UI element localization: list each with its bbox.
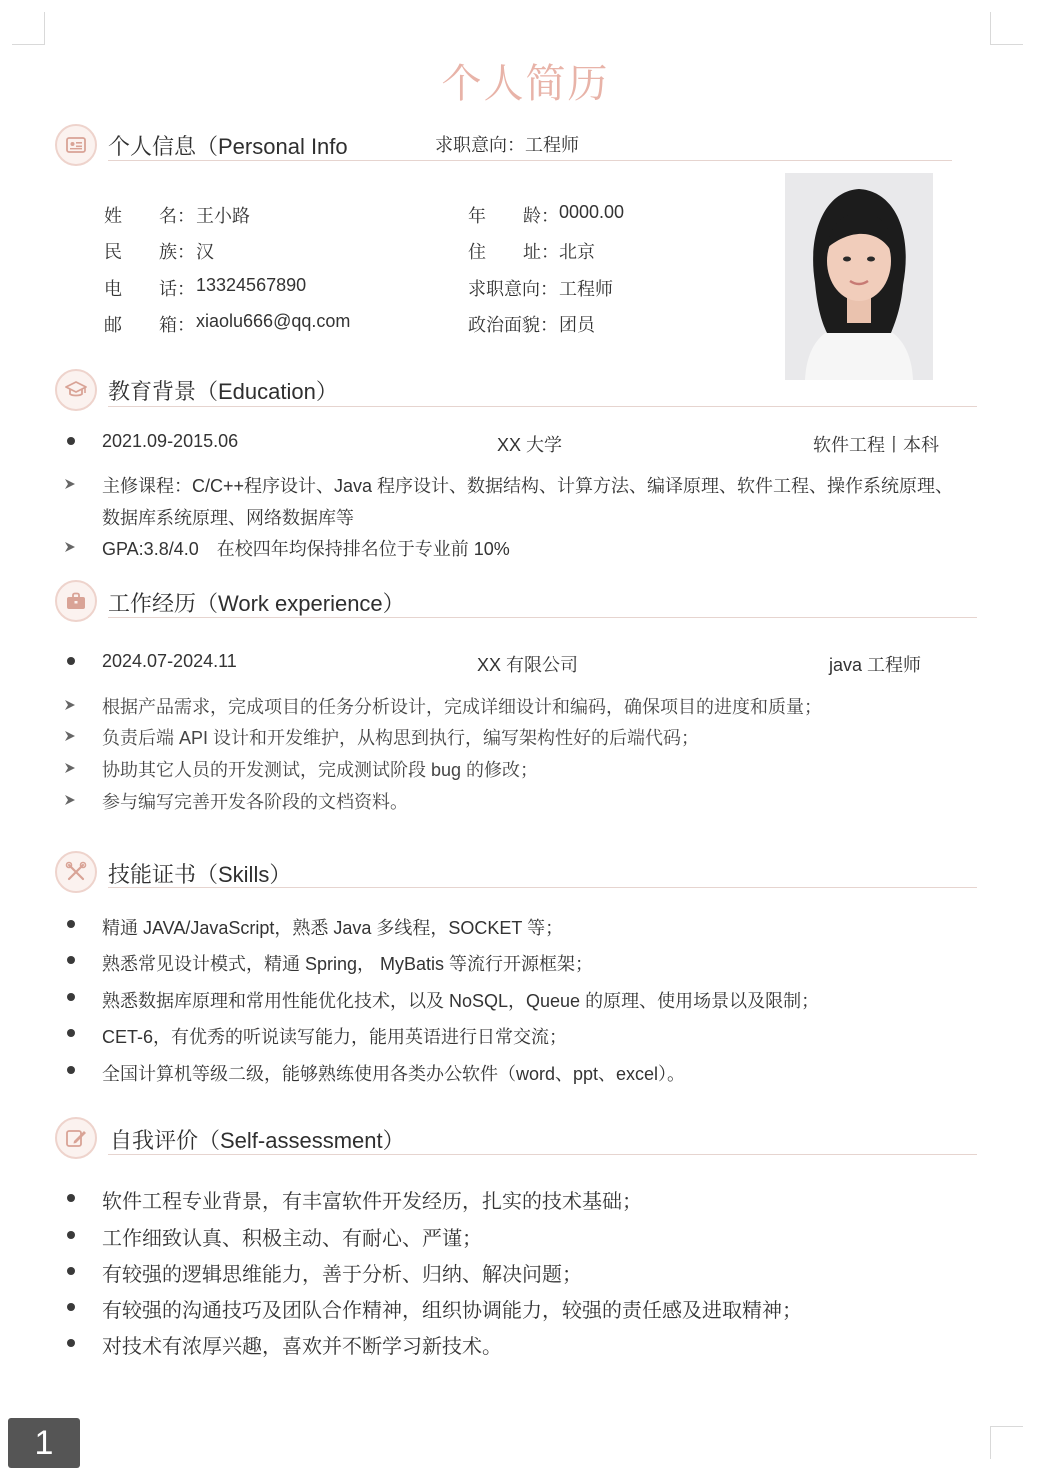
work-duty-item: 协助其它人员的开发测试，完成测试阶段 bug 的修改； <box>102 760 539 780</box>
section-title-work: 工作经历（Work experience） <box>108 591 405 616</box>
section-title-education: 教育背景（Education） <box>108 379 338 404</box>
self-assessment-item: 工作细致认真、积极主动、有耐心、严谨； <box>102 1228 482 1250</box>
section-divider <box>108 617 977 618</box>
work-duty-item: 根据产品需求，完成项目的任务分析设计，完成详细设计和编码，确保项目的进度和质量； <box>102 697 822 717</box>
info-label: 电 <box>104 279 122 299</box>
arrow-bullet-icon <box>64 699 76 711</box>
bullet-dot <box>67 437 75 445</box>
education-courses-line-2: 数据库系统原理、网络数据库等 <box>102 508 354 528</box>
corner-mark-bottom-right <box>990 1426 1023 1459</box>
self-assessment-item: 有较强的逻辑思维能力，善于分析、归纳、解决问题； <box>102 1264 582 1286</box>
section-title-personal: 个人信息（Personal Info <box>108 134 348 159</box>
arrow-bullet-icon <box>64 541 76 553</box>
bullet-dot <box>67 1267 75 1275</box>
info-value: 0000.00 <box>559 202 625 222</box>
bullet-dot <box>67 1194 75 1202</box>
graduation-cap-icon <box>55 369 97 411</box>
profile-photo <box>785 173 933 380</box>
education-major: 软件工程丨本科 <box>813 435 939 455</box>
work-company: XX 有限公司 <box>477 655 579 675</box>
info-label: 民 <box>104 242 122 262</box>
info-value: xiaolu666@qq.com <box>196 311 351 331</box>
info-label: 住 <box>468 242 486 262</box>
page-title: 个人简历 <box>441 62 610 106</box>
section-title-self: 自我评价（Self-assessment） <box>110 1128 405 1153</box>
bullet-dot <box>67 1029 75 1037</box>
bullet-dot <box>67 1303 75 1311</box>
education-school: XX 大学 <box>497 435 563 455</box>
skill-item: 熟悉数据库原理和常用性能优化技术，以及 NoSQL，Queue 的原理、使用场景以及限制； <box>102 991 820 1011</box>
section-divider <box>108 887 977 888</box>
briefcase-icon <box>55 580 97 622</box>
info-label: 年 <box>468 206 486 226</box>
section-divider <box>108 1154 977 1155</box>
section-divider <box>108 160 952 161</box>
info-value: 13324567890 <box>196 275 307 295</box>
info-label: 龄： <box>523 206 559 226</box>
info-value: 工程师 <box>559 279 613 299</box>
work-duty-item: 负责后端 API 设计和开发维护，从构思到执行，编写架构性好的后端代码； <box>102 728 700 748</box>
tools-icon <box>55 851 97 893</box>
header-job-intent: 求职意向：工程师 <box>435 135 579 155</box>
bullet-dot <box>67 657 75 665</box>
info-label: 址： <box>523 242 559 262</box>
work-role: java 工程师 <box>829 655 922 675</box>
bullet-dot <box>67 956 75 964</box>
edit-icon <box>55 1117 97 1159</box>
education-gpa: GPA:3.8/4.0 在校四年均保持排名位于专业前 10% <box>102 539 510 559</box>
section-divider <box>108 406 977 407</box>
bullet-dot <box>67 1339 75 1347</box>
info-value: 王小路 <box>196 206 250 226</box>
bullet-dot <box>67 920 75 928</box>
skill-item: CET-6，有优秀的听说读写能力，能用英语进行日常交流； <box>102 1027 568 1047</box>
page-number: 1 <box>8 1418 80 1468</box>
self-assessment-item: 有较强的沟通技巧及团队合作精神，组织协调能力，较强的责任感及进取精神； <box>102 1300 802 1322</box>
info-label: 邮 <box>104 315 122 335</box>
section-title-skills: 技能证书（Skills） <box>108 862 292 887</box>
skill-item: 精通 JAVA/JavaScript，熟悉 Java 多线程，SOCKET 等； <box>102 918 564 938</box>
info-value: 团员 <box>559 315 595 335</box>
self-assessment-item: 对技术有浓厚兴趣，喜欢并不断学习新技术。 <box>102 1336 502 1358</box>
bullet-dot <box>67 1066 75 1074</box>
bullet-dot <box>67 993 75 1001</box>
skill-item: 全国计算机等级二级，能够熟练使用各类办公软件（word、ppt、excel）。 <box>102 1064 686 1084</box>
info-label: 族： <box>159 242 195 262</box>
arrow-bullet-icon <box>64 762 76 774</box>
education-courses-line-1: 主修课程：C/C++程序设计、Java 程序设计、数据结构、计算方法、编译原理、软件工程、操作系统原理、 <box>102 476 954 496</box>
bullet-dot <box>67 1231 75 1239</box>
arrow-bullet-icon <box>64 794 76 806</box>
arrow-bullet-icon <box>64 730 76 742</box>
info-value: 汉 <box>196 242 214 262</box>
info-label: 话： <box>159 279 195 299</box>
info-label: 姓 <box>104 206 122 226</box>
id-card-icon <box>55 124 97 166</box>
info-value: 北京 <box>559 242 595 262</box>
skill-item: 熟悉常见设计模式，精通 Spring， MyBatis 等流行开源框架； <box>102 954 594 974</box>
info-label: 名： <box>159 206 195 226</box>
corner-mark-top-left <box>12 12 45 45</box>
arrow-bullet-icon <box>64 478 76 490</box>
work-period: 2024.07-2024.11 <box>102 651 237 671</box>
info-label: 箱： <box>159 315 195 335</box>
info-label: 政治面貌： <box>468 315 558 335</box>
education-period: 2021.09-2015.06 <box>102 431 239 451</box>
self-assessment-item: 软件工程专业背景，有丰富软件开发经历，扎实的技术基础； <box>102 1191 642 1213</box>
work-duty-item: 参与编写完善开发各阶段的文档资料。 <box>102 792 408 812</box>
corner-mark-top-right <box>990 12 1023 45</box>
info-label: 求职意向： <box>468 279 558 299</box>
